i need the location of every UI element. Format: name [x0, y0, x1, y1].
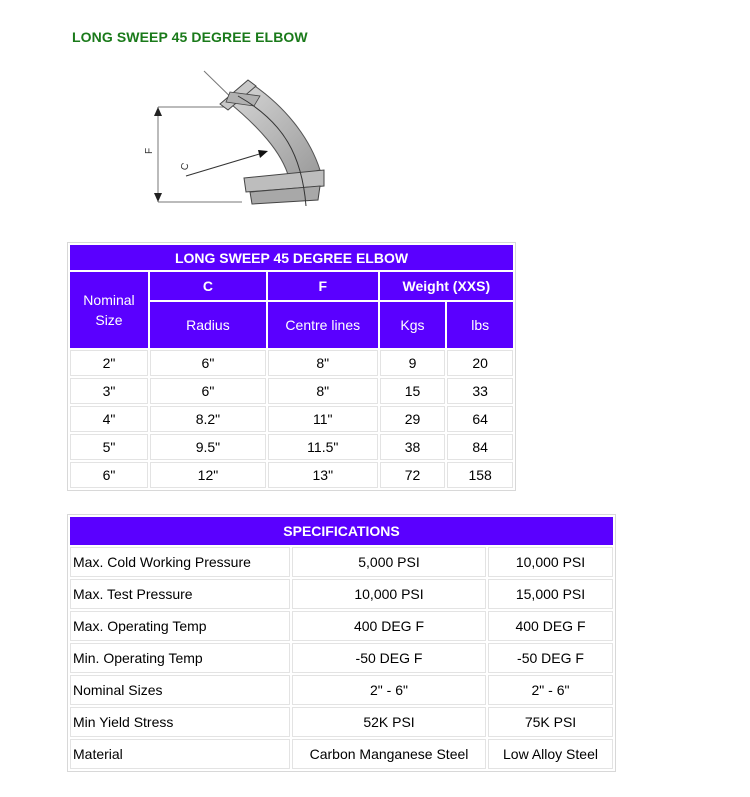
spec-label: Max. Cold Working Pressure — [70, 547, 290, 577]
spec-label: Max. Operating Temp — [70, 611, 290, 641]
column-lbs-subheader: lbs — [447, 302, 513, 348]
c-radius-label: C — [179, 161, 192, 172]
kgs-cell: 38 — [380, 434, 446, 460]
spec-value-alloy: 400 DEG F — [488, 611, 613, 641]
radius-cell: 9.5" — [150, 434, 266, 460]
spec-value-carbon: 5,000 PSI — [292, 547, 486, 577]
lbs-cell: 20 — [447, 350, 513, 376]
column-c-header: C — [150, 272, 266, 300]
centre-lines-cell: 8" — [268, 378, 378, 404]
lbs-cell: 158 — [447, 462, 513, 488]
elbow-diagram — [134, 66, 344, 216]
table-row — [70, 707, 613, 737]
column-weight-header: Weight (XXS) — [380, 272, 513, 300]
table-row — [70, 462, 513, 488]
table-row — [70, 579, 613, 609]
table-row — [70, 378, 513, 404]
table-row — [70, 406, 513, 432]
kgs-cell: 29 — [380, 406, 446, 432]
radius-cell: 6" — [150, 378, 266, 404]
radius-cell: 8.2" — [150, 406, 266, 432]
column-kgs-subheader: Kgs — [380, 302, 446, 348]
spec-label: Min Yield Stress — [70, 707, 290, 737]
lbs-cell: 64 — [447, 406, 513, 432]
table-row — [70, 643, 613, 673]
size-cell: 2" — [70, 350, 148, 376]
table-row — [70, 739, 613, 769]
centre-lines-cell: 13" — [268, 462, 378, 488]
spec-value-alloy: 15,000 PSI — [488, 579, 613, 609]
radius-cell: 12" — [150, 462, 266, 488]
nominal-size-header-line1: Nominal — [83, 292, 135, 308]
kgs-cell: 9 — [380, 350, 446, 376]
column-f-subheader: Centre lines — [268, 302, 378, 348]
size-cell: 6" — [70, 462, 148, 488]
spec-value-carbon: 52K PSI — [292, 707, 486, 737]
table-row — [70, 675, 613, 705]
spec-value-alloy: 10,000 PSI — [488, 547, 613, 577]
specifications-title: SPECIFICATIONS — [70, 517, 613, 545]
table-row — [70, 611, 613, 641]
page-title: LONG SWEEP 45 DEGREE ELBOW — [72, 29, 308, 45]
nominal-size-header-line2: Size — [95, 312, 123, 328]
lbs-cell: 33 — [447, 378, 513, 404]
spec-value-carbon: 10,000 PSI — [292, 579, 486, 609]
column-c-subheader: Radius — [150, 302, 266, 348]
spec-value-carbon: -50 DEG F — [292, 643, 486, 673]
kgs-cell: 15 — [380, 378, 446, 404]
radius-cell: 6" — [150, 350, 266, 376]
size-cell: 3" — [70, 378, 148, 404]
spec-label: Min. Operating Temp — [70, 643, 290, 673]
lbs-cell: 84 — [447, 434, 513, 460]
spec-label: Nominal Sizes — [70, 675, 290, 705]
f-dimension-label: F — [144, 147, 155, 154]
centre-lines-cell: 11" — [268, 406, 378, 432]
centre-lines-cell: 11.5" — [268, 434, 378, 460]
spec-label: Max. Test Pressure — [70, 579, 290, 609]
spec-value-alloy: 2" - 6" — [488, 675, 613, 705]
dimensions-table-title: LONG SWEEP 45 DEGREE ELBOW — [70, 245, 513, 270]
spec-value-alloy: 75K PSI — [488, 707, 613, 737]
size-cell: 4" — [70, 406, 148, 432]
size-cell: 5" — [70, 434, 148, 460]
nominal-size-header — [70, 272, 148, 348]
spec-value-carbon: Carbon Manganese Steel — [292, 739, 486, 769]
spec-value-alloy: -50 DEG F — [488, 643, 613, 673]
spec-label: Material — [70, 739, 290, 769]
spec-value-alloy: Low Alloy Steel — [488, 739, 613, 769]
table-row — [70, 547, 613, 577]
table-row — [70, 350, 513, 376]
specifications-table — [67, 514, 616, 772]
table-row — [70, 434, 513, 460]
spec-value-carbon: 2" - 6" — [292, 675, 486, 705]
centre-lines-cell: 8" — [268, 350, 378, 376]
kgs-cell: 72 — [380, 462, 446, 488]
spec-value-carbon: 400 DEG F — [292, 611, 486, 641]
column-f-header: F — [268, 272, 378, 300]
dimensions-table — [67, 242, 516, 491]
